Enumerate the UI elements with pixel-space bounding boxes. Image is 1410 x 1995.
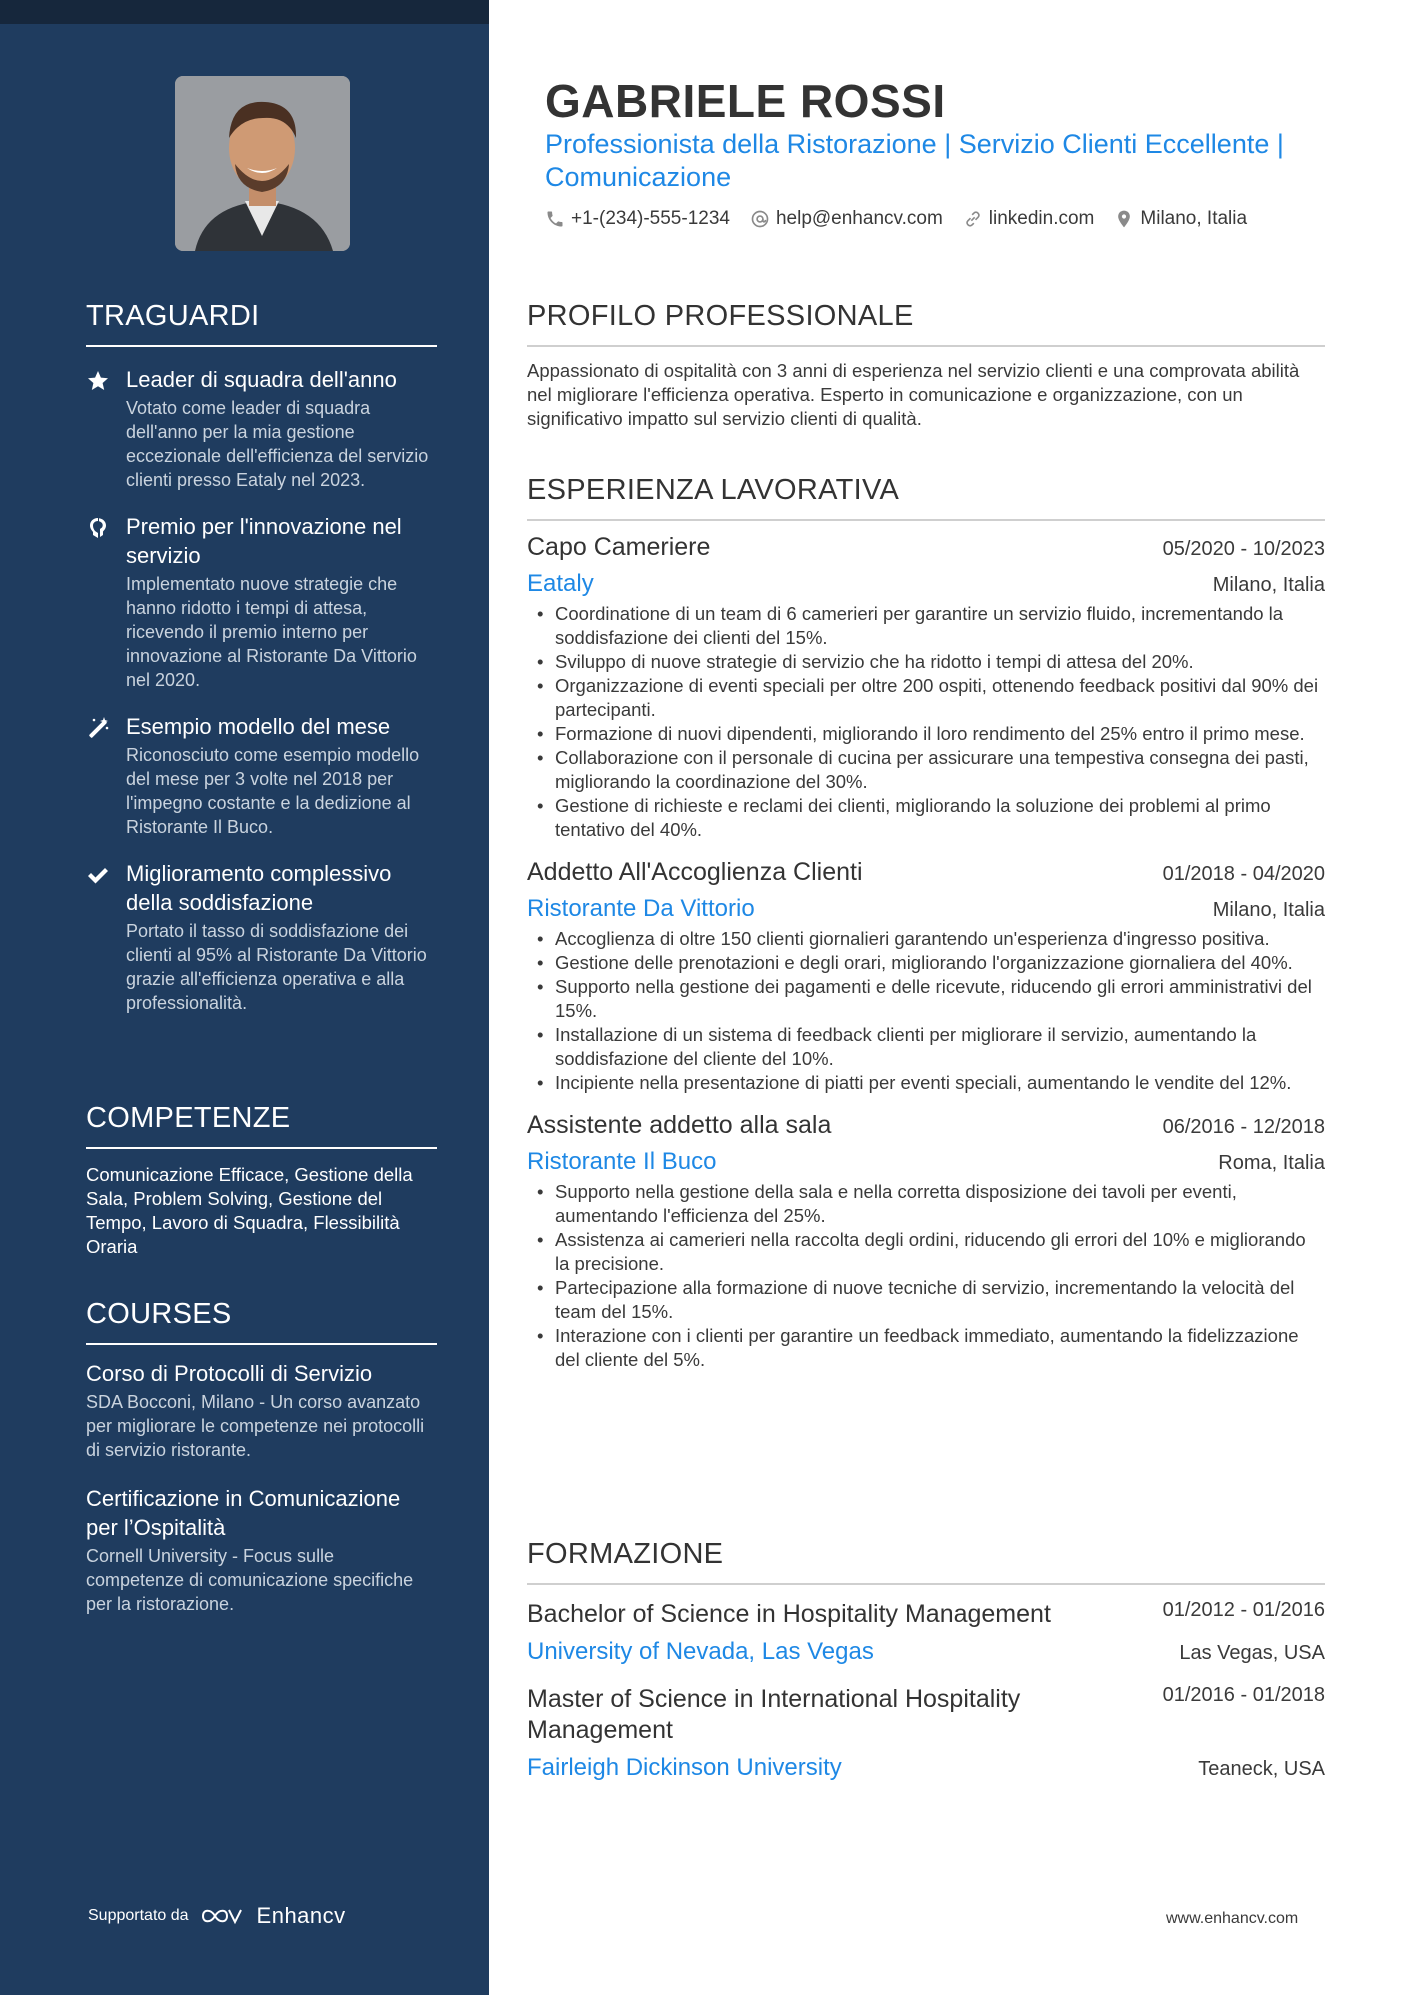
course-description: Cornell University - Focus sulle competenze di comunicazione specifiche per la ristorazione.: [86, 1546, 414, 1614]
achievement-item: [86, 712, 437, 839]
contact-email[interactable]: [750, 208, 943, 230]
achievement-item: [86, 365, 437, 492]
list-item: • Gestione di richieste e reclami dei clienti, migliorando la soluzione dei problemi al primo tentativo del 40%.: [527, 794, 1325, 842]
profile-heading: PROFILO PROFESSIONALE: [527, 300, 1325, 347]
job-role: Addetto All'Accoglienza Clienti: [527, 858, 863, 886]
location-text: Milano, Italia: [1140, 208, 1248, 229]
list-item: • Accoglienza di oltre 150 clienti giornalieri garantendo un'esperienza d'ingresso positiva.: [527, 927, 1325, 951]
skills-list: Comunicazione Efficace, Gestione della Sala, Problem Solving, Gestione del Tempo, Lavoro di Squadra, Flessibilità Oraria: [86, 1164, 413, 1257]
courses-section: [86, 1298, 437, 1616]
profile-section: [527, 300, 1325, 431]
achievement-description: Votato come leader di squadra dell'anno per la mia gestione eccezionale dell'efficienza del servizio clienti presso Eataly nel 2023.: [126, 398, 429, 490]
list-item: • Assistenza ai camerieri nella raccolta degli ordini, riducendo gli errori del 10% e migliorando la precisione.: [527, 1228, 1325, 1276]
education-section: [527, 1538, 1325, 1782]
list-item: • Interazione con i clienti per garantire un feedback immediato, aumentando la fidelizzazione del cliente del 5%.: [527, 1324, 1325, 1372]
achievement-item: [86, 512, 437, 692]
achievement-description: Portato il tasso di soddisfazione dei clienti al 95% al Ristorante Da Vittorio grazie all'efficienza operativa e alla professionalità.: [126, 921, 427, 1013]
avatar: [175, 76, 350, 251]
contact-location: [1114, 208, 1247, 230]
candidate-name: GABRIELE ROSSI: [545, 75, 946, 127]
job-bullets: [527, 602, 1325, 842]
education-degree: Bachelor of Science in Hospitality Management: [527, 1600, 1051, 1628]
job-entry: [527, 858, 1325, 1095]
lightbulb-icon: [86, 516, 110, 540]
job-company: Ristorante Da Vittorio: [527, 895, 755, 922]
list-item: • Coordinatione di un team di 6 camerieri per garantire un servizio fluido, incrementando la soddisfazione dei clienti del 15%.: [527, 602, 1325, 650]
powered-by-label: Supportato da: [88, 1907, 189, 1924]
star-icon: [86, 369, 110, 393]
course-item: [86, 1359, 437, 1462]
achievements-heading: TRAGUARDI: [86, 300, 437, 347]
achievement-title: Miglioramento complessivo della soddisfazione: [126, 861, 392, 915]
education-dates: 01/2016 - 01/2018: [1162, 1684, 1325, 1706]
list-item: • Organizzazione di eventi speciali per oltre 200 ospiti, ottenendo feedback positivi dal 90% dei partecipanti.: [527, 674, 1325, 722]
link-icon: [963, 209, 983, 229]
job-bullets: [527, 1180, 1325, 1372]
skills-section: [86, 1102, 437, 1259]
map-pin-icon: [1114, 209, 1134, 229]
checkmark-icon: [86, 863, 110, 887]
job-location: Roma, Italia: [1218, 1152, 1325, 1174]
course-title: Corso di Protocolli di Servizio: [86, 1361, 373, 1386]
linkedin-text: linkedin.com: [988, 208, 1095, 229]
enhancv-logo-icon: [199, 1904, 247, 1928]
sidebar: [0, 0, 489, 1995]
achievement-title: Leader di squadra dell'anno: [126, 367, 397, 392]
job-dates: 05/2020 - 10/2023: [1162, 538, 1325, 560]
achievement-title: Esempio modello del mese: [126, 714, 391, 739]
education-heading: FORMAZIONE: [527, 1538, 1325, 1585]
achievement-description: Implementato nuove strategie che hanno ridotto i tempi di attesa, ricevendo il premio interno per innovazione al Ristorante Da Vittorio nel 2020.: [126, 574, 417, 690]
skills-heading: COMPETENZE: [86, 1102, 437, 1149]
job-location: Milano, Italia: [1212, 574, 1325, 596]
list-item: • Formazione di nuovi dipendenti, migliorando il loro rendimento del 25% entro il primo mese.: [527, 722, 1325, 746]
sidebar-top-bar: [0, 0, 489, 24]
education-location: Teaneck, USA: [1198, 1758, 1325, 1780]
course-item: [86, 1484, 437, 1616]
education-dates: 01/2012 - 01/2016: [1162, 1599, 1325, 1621]
email-text: help@enhancv.com: [775, 208, 943, 229]
footer-url[interactable]: www.enhancv.com: [1166, 1910, 1299, 1927]
phone-icon: [545, 209, 565, 229]
job-entry: [527, 1111, 1325, 1372]
candidate-tagline: Professionista della Ristorazione | Servizio Clienti Eccellente | Comunicazione: [545, 129, 1284, 192]
contact-phone[interactable]: [545, 208, 730, 230]
education-school: Fairleigh Dickinson University: [527, 1754, 842, 1781]
courses-heading: COURSES: [86, 1298, 437, 1345]
list-item: • Gestione delle prenotazioni e degli orari, migliorando l'organizzazione giornaliera del 40%.: [527, 951, 1325, 975]
experience-section: [527, 474, 1325, 1372]
education-entry: [527, 1599, 1325, 1666]
list-item: • Partecipazione alla formazione di nuove tecniche di servizio, incrementando la velocità del team del 15%.: [527, 1276, 1325, 1324]
list-item: • Installazione di un sistema di feedback clienti per migliorare il servizio, aumentando la soddisfazione del cliente del 10%.: [527, 1023, 1325, 1071]
job-dates: 06/2016 - 12/2018: [1162, 1116, 1325, 1138]
course-description: SDA Bocconi, Milano - Un corso avanzato per migliorare le competenze nei protocolli di servizio ristorante.: [86, 1392, 425, 1460]
achievement-description: Riconosciuto come esempio modello del mese per 3 volte nel 2018 per l'impegno costante e la dedizione al Ristorante Il Buco.: [126, 745, 420, 837]
job-location: Milano, Italia: [1212, 899, 1325, 921]
contact-bar: [545, 208, 1247, 230]
job-company: Ristorante Il Buco: [527, 1148, 717, 1175]
brand-name[interactable]: Enhancv: [256, 1903, 346, 1928]
job-dates: 01/2018 - 04/2020: [1162, 863, 1325, 885]
profile-summary: Appassionato di ospitalità con 3 anni di esperienza nel servizio clienti e una comprovata abilità nel migliorare l'efficienza operativa. Esperto in comunicazione e organizzazione, con un significativo impatto sul servizio clienti di qualità.: [527, 360, 1300, 429]
contact-linkedin[interactable]: [963, 208, 1095, 230]
job-role: Assistente addetto alla sala: [527, 1111, 832, 1139]
achievement-item: [86, 859, 437, 1015]
education-school: University of Nevada, Las Vegas: [527, 1638, 874, 1665]
list-item: • Collaborazione con il personale di cucina per assicurare una tempestiva consegna dei pasti, migliorando la coordinazione del 30%.: [527, 746, 1325, 794]
course-title: Certificazione in Comunicazione per l’Ospitalità: [86, 1486, 401, 1540]
list-item: • Supporto nella gestione dei pagamenti e delle ricevute, riducendo gli errori amministrativi del 15%.: [527, 975, 1325, 1023]
powered-by: [88, 1903, 346, 1929]
phone-text: +1-(234)-555-1234: [571, 208, 730, 229]
list-item: • Supporto nella gestione della sala e nella corretta disposizione dei tavoli per eventi, aumentando l'efficienza del 25%.: [527, 1180, 1325, 1228]
education-location: Las Vegas, USA: [1179, 1642, 1325, 1664]
job-entry: [527, 533, 1325, 842]
list-item: • Sviluppo di nuove strategie di servizio che ha ridotto i tempi di attesa del 20%.: [527, 650, 1325, 674]
education-degree: Master of Science in International Hospitality Management: [527, 1685, 1021, 1744]
job-bullets: [527, 927, 1325, 1095]
achievement-title: Premio per l'innovazione nel servizio: [126, 514, 402, 568]
achievements-section: [86, 300, 437, 1015]
job-company: Eataly: [527, 570, 594, 597]
magic-wand-icon: [86, 716, 110, 740]
at-sign-icon: [750, 209, 770, 229]
job-role: Capo Cameriere: [527, 533, 711, 561]
education-entry: [527, 1684, 1325, 1782]
experience-heading: ESPERIENZA LAVORATIVA: [527, 474, 1325, 521]
list-item: • Incipiente nella presentazione di piatti per eventi speciali, aumentando le vendite del 12%.: [527, 1071, 1325, 1095]
